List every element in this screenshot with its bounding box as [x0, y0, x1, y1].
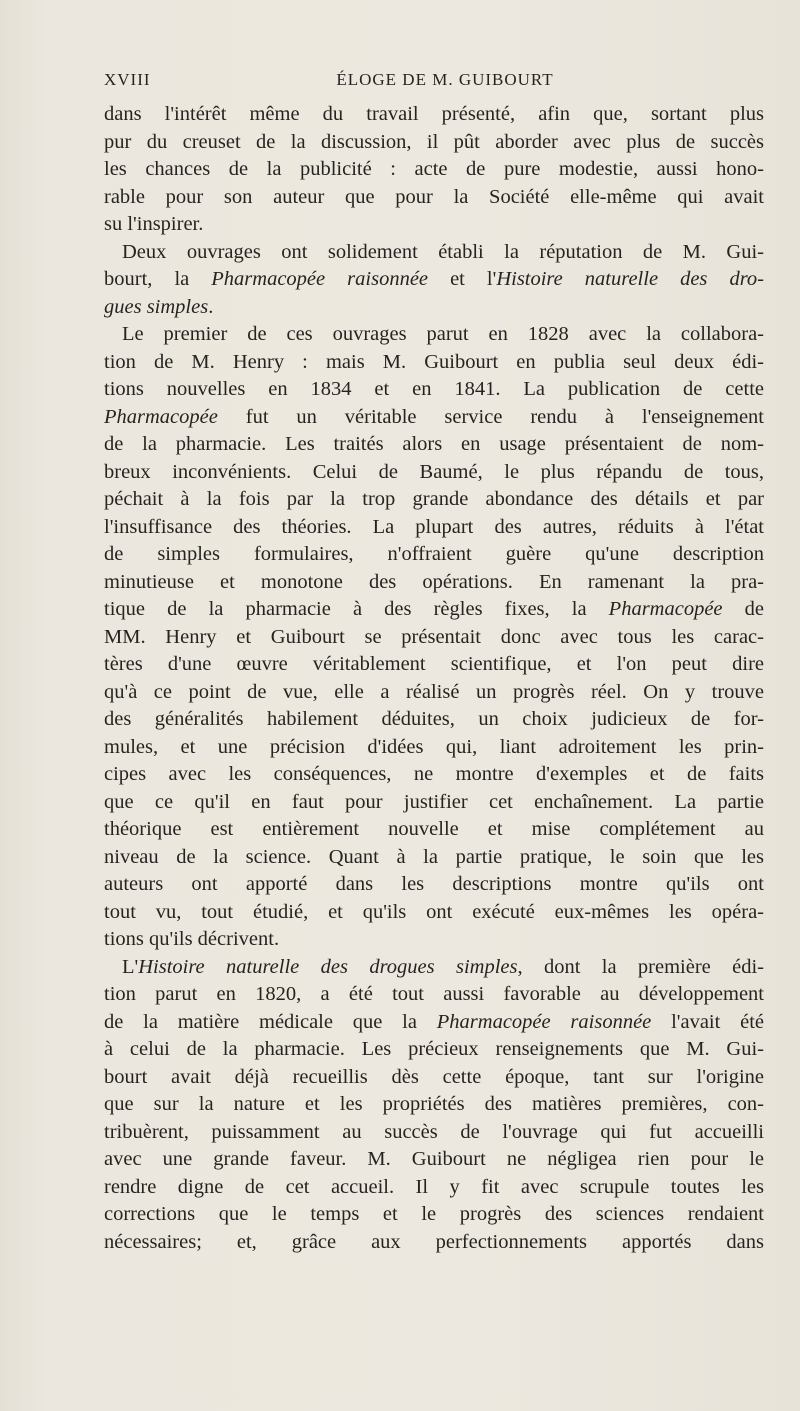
- text-segment: tions nouvelles en 1834 et en 1841. La publication de cette: [104, 378, 764, 400]
- italic-title-text: Pharmacopée: [104, 405, 218, 428]
- text-line: [104, 1064, 764, 1092]
- text-segment: et l': [428, 268, 497, 290]
- text-segment: corrections que le temps et le progrès des sciences rendaient: [104, 1203, 764, 1225]
- text-segment: bourt avait déjà recueillis dès cette époque, tant sur l'origine: [104, 1065, 764, 1088]
- text-segment: breux inconvénients. Celui de Baumé, le plus répandu de tous,: [104, 460, 764, 483]
- text-line: [104, 1036, 764, 1064]
- text-segment: péchait à la fois par la trop grande abondance des détails et par: [104, 488, 764, 510]
- text-line: [104, 926, 764, 954]
- text-segment: l'insuffisance des théories. La plupart des autres, réduits à l'état: [104, 515, 764, 538]
- text-line: [104, 1201, 764, 1229]
- page-header: [104, 70, 764, 96]
- text-segment: dans l'intérêt même du travail présenté, afin que, sortant plus: [104, 103, 764, 125]
- text-line: [104, 404, 764, 432]
- page-number: XVIII: [104, 70, 151, 89]
- text-line: [104, 624, 764, 652]
- text-segment: pur du creuset de la discussion, il pût aborder avec plus de succès: [104, 130, 764, 153]
- text-segment: à celui de la pharmacie. Les précieux renseignements que M. Gui-: [104, 1038, 764, 1060]
- text-line: [104, 816, 764, 844]
- text-line: [104, 1091, 764, 1119]
- text-line: [104, 981, 764, 1009]
- text-line: [104, 129, 764, 157]
- text-line: [104, 954, 764, 982]
- italic-title-text: Pharmacopée: [608, 598, 723, 620]
- text-line: [104, 569, 764, 597]
- text-segment: que ce qu'il en faut pour justifier cet enchaînement. La partie: [104, 790, 764, 813]
- text-segment: .: [208, 295, 214, 318]
- text-line: [104, 486, 764, 514]
- text-segment: de simples formulaires, n'offraient guère qu'une description: [104, 543, 764, 565]
- text-line: [104, 211, 764, 239]
- text-segment: que sur la nature et les propriétés des matières premières, con-: [104, 1093, 764, 1115]
- text-segment: mules, et une précision d'idées qui, liant adroitement les prin-: [104, 735, 764, 758]
- text-segment: cipes avec les conséquences, ne montre d'exemples et de faits: [104, 763, 764, 785]
- text-segment: tout vu, tout étudié, et qu'ils ont exécuté eux-mêmes les opéra-: [104, 900, 764, 923]
- text-segment: su l'inspirer.: [104, 213, 204, 235]
- text-segment: , dont la première édi-: [517, 955, 765, 978]
- text-segment: bourt, la: [104, 268, 212, 290]
- text-segment: tion de M. Henry : mais M. Guibourt en publia seul deux édi-: [104, 350, 764, 373]
- text-line: [104, 541, 764, 569]
- text-line: [104, 376, 764, 404]
- text-segment: l'avait été: [651, 1010, 764, 1033]
- text-segment: tères d'une œuvre véritablement scientifique, et l'on peut dire: [104, 653, 764, 675]
- text-segment: L': [122, 955, 139, 978]
- text-segment: tique de la pharmacie à des règles fixes, la: [104, 598, 609, 620]
- text-line: [104, 459, 764, 487]
- text-segment: fut un véritable service rendu à l'enseignement: [217, 405, 764, 428]
- text-line: [104, 239, 764, 267]
- text-line: [104, 431, 764, 459]
- text-line: [104, 761, 764, 789]
- italic-title-text: Pharmacopée raisonnée: [211, 268, 429, 290]
- text-segment: niveau de la science. Quant à la partie pratique, le soin que les: [104, 845, 764, 868]
- text-segment: rendre digne de cet accueil. Il y fit avec scrupule toutes les: [104, 1175, 764, 1198]
- text-line: [104, 1009, 764, 1037]
- text-line: [104, 1229, 764, 1257]
- text-segment: tion parut en 1820, a été tout aussi favorable au développement: [104, 983, 764, 1005]
- text-segment: avec une grande faveur. M. Guibourt ne négligea rien pour le: [104, 1148, 764, 1170]
- text-segment: de la matière médicale que la: [104, 1010, 437, 1033]
- text-line: [104, 844, 764, 872]
- text-line: [104, 1174, 764, 1202]
- italic-title-text: gues simples: [104, 295, 209, 318]
- text-line: [104, 651, 764, 679]
- text-segment: théorique est entièrement nouvelle et mise complétement au: [104, 818, 764, 840]
- text-line: [104, 1119, 764, 1147]
- italic-title-text: Histoire naturelle des drogues simples: [138, 955, 518, 978]
- text-segment: de la pharmacie. Les traités alors en usage présentaient de nom-: [104, 433, 764, 455]
- text-line: [104, 679, 764, 707]
- text-segment: tions qu'ils décrivent.: [104, 928, 280, 950]
- text-segment: rable pour son auteur que pour la Société elle-même qui avait: [104, 185, 764, 208]
- text-line: [104, 156, 764, 184]
- text-segment: les chances de la publicité : acte de pure modestie, aussi hono-: [104, 158, 764, 180]
- italic-title-text: Histoire naturelle des dro-: [496, 268, 764, 290]
- text-segment: minutieuse et monotone des opérations. En ramenant la pra-: [104, 570, 764, 593]
- text-line: [104, 184, 764, 212]
- text-line: [104, 871, 764, 899]
- text-segment: nécessaires; et, grâce aux perfectionnements apportés dans: [104, 1230, 764, 1253]
- text-line: [104, 1146, 764, 1174]
- text-segment: des généralités habilement déduites, un choix judicieux de for-: [104, 708, 764, 730]
- text-line: [104, 101, 764, 129]
- text-segment: qu'à ce point de vue, elle a réalisé un progrès réel. On y trouve: [104, 680, 764, 703]
- text-segment: Deux ouvrages ont solidement établi la réputation de M. Gui-: [122, 240, 764, 263]
- running-title: ÉLOGE DE M. GUIBOURT: [336, 70, 554, 89]
- text-line: [104, 294, 764, 322]
- text-line: [104, 899, 764, 927]
- text-segment: tribuèrent, puissamment au succès de l'ouvrage qui fut accueilli: [104, 1120, 764, 1143]
- text-line: [104, 266, 764, 294]
- text-line: [104, 789, 764, 817]
- text-line: [104, 349, 764, 377]
- italic-title-text: Pharmacopée raisonnée: [436, 1010, 652, 1033]
- text-line: [104, 514, 764, 542]
- text-segment: Le premier de ces ouvrages parut en 1828 avec la collabora-: [122, 323, 764, 345]
- text-segment: auteurs ont apporté dans les descriptions montre qu'ils ont: [104, 873, 764, 895]
- text-segment: MM. Henry et Guibourt se présentait donc avec tous les carac-: [104, 625, 764, 648]
- text-segment: de: [722, 598, 764, 620]
- text-line: [104, 706, 764, 734]
- body-text: [104, 101, 764, 1256]
- text-line: [104, 321, 764, 349]
- text-line: [104, 734, 764, 762]
- text-line: [104, 596, 764, 624]
